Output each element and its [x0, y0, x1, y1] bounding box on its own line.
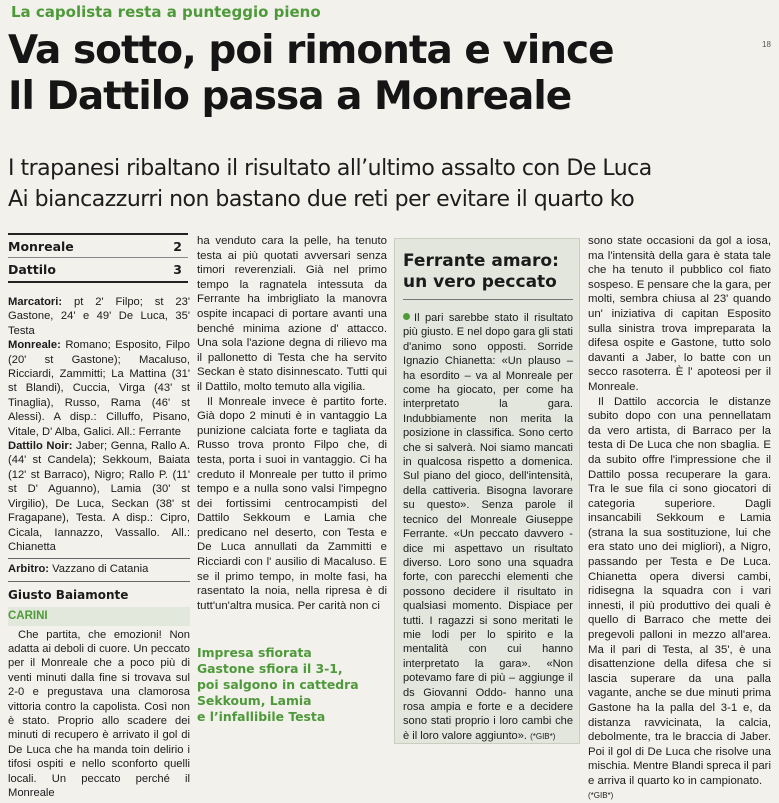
- signature: (*GIB*): [530, 731, 556, 741]
- deck-line-1: I trapanesi ribaltano il risultato all’ultimo assalto con De Luca: [8, 156, 652, 181]
- byline: Giusto Baiamonte: [8, 587, 129, 602]
- lineup-dattilo: Dattilo Noir: Jaber; Genna, Rallo A. (44' st Candela); Sekkoum, Baiata (12' st Barraco), Nigro; Rallo P. (11' st D' Aguanno), Lamia (30' st Virgilio), De Luca, Seckan (38' st Fragapane), Testa. A disp.: Cipro, Cicala, Iannazzo, Vassallo. All.: Chianetta: [8, 440, 191, 553]
- sidebar-line: e l’infallibile Testa: [197, 709, 326, 724]
- deck-line-2: Ai biancazzurri non bastano due reti per evitare il quarto ko: [8, 187, 635, 212]
- headline-line-1: Va sotto, poi rimonta e vince: [8, 28, 614, 73]
- sidebar-line: poi salgono in cattedra: [197, 677, 359, 692]
- article-paragraph: sono state occasioni da gol a iosa, ma l'intensità della gara è stata tale che ha tenuto il pubblico col fiato sospeso. E pensare che la gara, per molti, sembra chiusa al 23' quando un' iniziativa di capitan Esposito sulla sinistra trova impreparata la difesa ospite e Gastone, tutto solo davanti a Jaber, lo batte con un secco rasoterra. È l' apoteosi per il Monreale.: [588, 235, 771, 393]
- match-report-column-4: [588, 234, 771, 803]
- divider: [8, 558, 190, 559]
- sidebar-title: Impresa sfiorata: [197, 645, 312, 660]
- divider: [8, 581, 190, 582]
- score-row-away: [8, 258, 188, 283]
- signature: (*GIB*): [588, 790, 614, 800]
- score-row-home: [8, 233, 188, 258]
- sidebar-line: Sekkoum, Lamia: [197, 693, 312, 708]
- box-paragraph: Il pari sarebbe stato il risultato più giusto. E nel dopo gara gli stati d'animo sono opposti. Sorride Ignazio Chianetta: «Un plauso – ha esordito – va al Monreale per come ha giocato, per come ha interpretato la gara. Indubbiamente non merita la posizione in classifica. Sono certo che si salverà. Noi siamo mancati in qualcosa rispetto a domenica. Sul piano del gioco, dell'intensità, della cattiveria. Bisogna lavorare su questo». Senza parole il tecnico del Monreale Giuseppe Ferrante. «Un peccato davvero - dice mi aspettavo un risultato diverso. Loro sono una squadra forte, con parecchi elementi che possono decidere il risultato in qualsiasi momento. Dispiace per tutti. I ragazzi si sono meritati le mie lodi per lo spirito e la mentalità con cui hanno interpretato la gara». «Non potevamo fare di più – aggiunge il ds Giovanni Oddo- hanno una rosa ampia e forte e a decidere sono stati proprio i loro cambi che è il loro valore aggiunto».: [403, 312, 573, 742]
- deck: [8, 153, 773, 215]
- match-report-column-1: [8, 295, 190, 800]
- referee: Arbitro: Vazzano di Catania: [8, 563, 149, 576]
- interview-box: [394, 238, 580, 744]
- box-title-line: un vero peccato: [403, 272, 557, 292]
- article-paragraph: Che partita, che emozioni! Non adatta ai deboli di cuore. Un peccato per il Monreale che a poco più di venti minuti dalla fine si trovava sul 2-0 e pregustava una clamorosa vittoria contro la capolista. Così non è stato. Proprio allo scadere dei minuti di recupero è arrivato il gol di De Luca che ha manda toin delirio i tifosi ospiti e nello sconforto quelli locali. Un peccato perché il Monreale: [8, 628, 190, 799]
- match-report-column-2: [197, 234, 387, 613]
- bullet-icon: [403, 313, 410, 320]
- headline: [8, 28, 773, 120]
- article-paragraph: Il Dattilo accorcia le distanze subito dopo con una pennellatam da vero artista, di Barraco per la testa di De Luca che non sbaglia. E da subito offre l'impressione che il Dattilo possa recuperare la gara. Tra le sue fila ci sono giocatori di categoria superiore. Dagli insancabili Sekkoum e Lamia (strana la sua sostituzione, lui che era stato uno dei migliori), a Nigro, passando per Testa e De Luca. Chianetta opera diversi cambi, ridisegna la squadra con i vari innesti, il più produttivo dei quali è quello di Barraco che mette dei pregevoli palloni in mezzo all'area. Ma il pari di Testa, al 35', è una disattenzione della difesa che si lascia superare da una palla vagante, anche se due minuti prima Gastone ha la palla del 3-1 e, da distanza ravvicinata, la calcia, debolmente, tra le braccia di Jaber. Poi il gol di De Luca che risolve una mischia. Mentre Blandi spreca il pari e arriva il quarto ko in campionato.: [588, 395, 771, 787]
- scorers: Marcatori: pt 2' Filpo; st 23' Gastone, 24' e 49' De Luca, 35' Testa: [8, 296, 190, 337]
- box-text: [403, 311, 573, 744]
- score-box: [8, 233, 188, 283]
- home-goals: 2: [173, 238, 182, 254]
- lineup-monreale: Monreale: Romano; Esposito, Filpo (20' st Gastone); Macaluso, Ricciardi, Zammitti; La Mattina (31' st Blandi), Cuccia, Virga (43' st Tinaglia), Russo, Rama (46' st Alessi). A disp.: Cilluffo, Pisano, Vitale, D' Alba, Galici. All.: Ferrante: [8, 339, 190, 438]
- location-tag: CARINI: [8, 607, 190, 625]
- article-paragraph: ha venduto cara la pelle, ha tenuto testa ai più quotati avversari senza timori reverenziali. Già nel primo tempo la ragnatela intessuta da Ferrante ha imbrigliato la manovra ospite incapaci di portare avanti una benché minima azione d' attacco. Una sola l'azione degna di rilievo ma il pallonetto di Testa che ha servito Seckan è stato disinnescato. Tutti qui il Dattilo, molto temuto alla vigilia.: [197, 235, 387, 393]
- away-goals: 3: [173, 262, 182, 277]
- box-title-line: Ferrante amaro:: [403, 251, 559, 271]
- headline-line-2: Il Dattilo passa a Monreale: [8, 74, 572, 119]
- kicker: La capolista resta a punteggio pieno: [11, 3, 321, 21]
- home-team: Monreale: [8, 238, 74, 254]
- sidebar-line: Gastone sfiora il 3-1,: [197, 661, 343, 676]
- away-team: Dattilo: [8, 262, 56, 277]
- page-marker: 18: [762, 40, 771, 49]
- box-title: [403, 251, 573, 293]
- box-divider: [403, 299, 573, 300]
- sidebar-highlight: [197, 645, 387, 725]
- article-paragraph: Il Monreale invece è partito forte. Già dopo 2 minuti è in vantaggio La punizione calciata forte e tagliata da Russo trova pronto Filpo che, di testa, porta i suoi in vantaggio. Ci ha creduto il Monreale per tutto il primo tempo e a nulla sono valsi l'impegno dei fortissimi centrocampisti del Dattilo Sekkoum e Lamia che predicano nel deserto, con Testa e De Luca annullati da Zammitti e Ricciardi con l' ausilio di Macaluso. E se il primo tempo, in molte fasi, ha rasentato la noia, nella ripresa è di tutt'un'altra musica. Per carità non ci: [197, 395, 387, 612]
